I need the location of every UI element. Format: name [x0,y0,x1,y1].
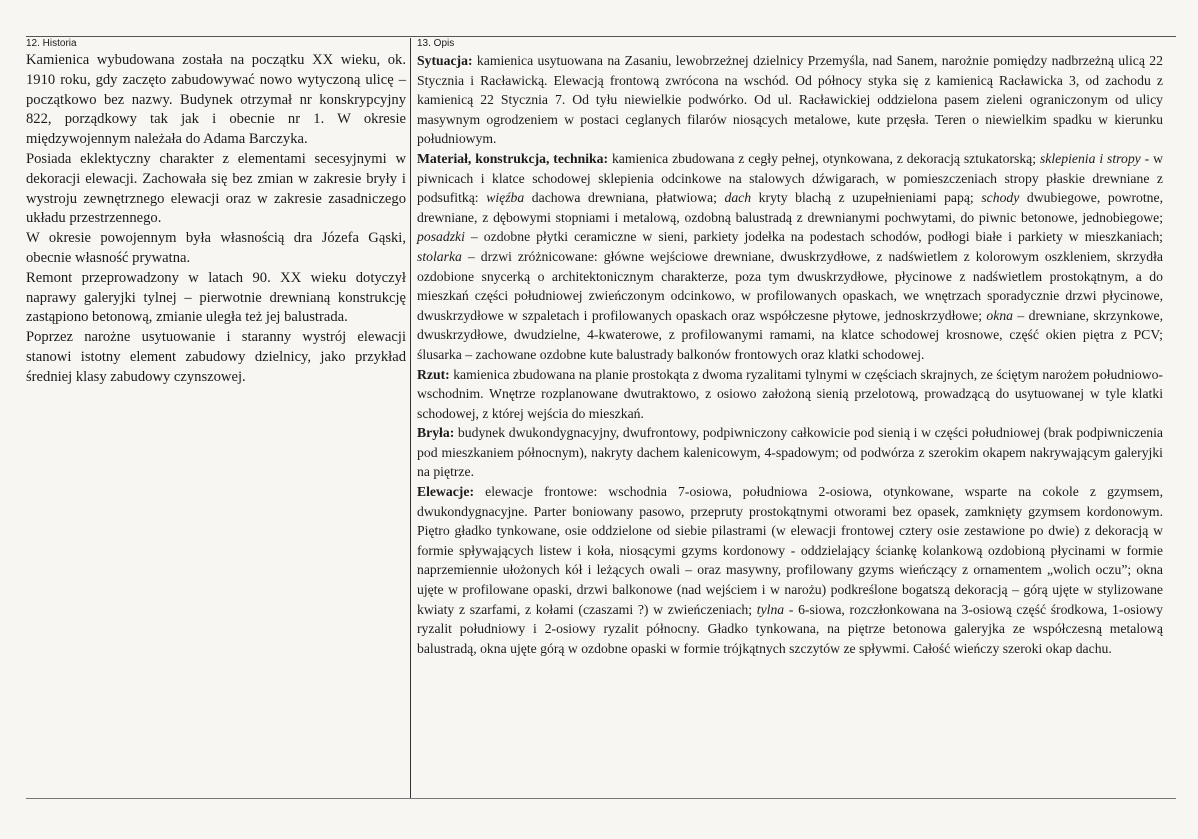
material-text: – drzwi zróżnicowane: główne wejściowe drewniane, dwuskrzydłowe, z nadświetlem z kolorowym oszkleniem, skrzydła ozdobione snycerką o architektonicznym charakterze, poza tym dwuskrzydłowe, płycinowe z nadświetlem prostokątnym, a do mieszkań części południowej zwieńczonym odcinkowo, w profilowanych opaskach, we wnętrzach sporadycznie drzwi płycinowe, dwuskrzydłowe w szpaletach i profilowanych opaskach oraz współczesne płytowe, jednoskrzydłowe; [417,248,1163,323]
opis-column [417,38,1163,658]
material-label: Materiał, konstrukcja, technika: [417,150,609,166]
bryla-paragraph [417,423,1163,482]
elewacje-term: tylna [756,601,785,617]
material-text: dwubiegowe, powrotne, drewniane, z dębowymi stopniami i metalową, ozdobną balustradą z drewnianymi pochwytami, do piwnic betonowe, jednobiegowe; [417,190,1164,225]
rzut-text: kamienica zbudowana na planie prostokąta z dwoma ryzalitami tylnymi w częściach skrajnych, ze ściętym narożem południowo-wschodnim. Wnętrze rozplanowane dwutraktowo, z osiowo założoną sienią przelotową, prowadzącą do usytuowanej w tyle klatki schodowej, z której wejścia do mieszkań. [417,366,1163,421]
historia-paragraph: W okresie powojennym była własnością dra Józefa Gąski, obecnie własność prywatna. [26,230,406,266]
material-text: - w piwnicach i klatce schodowej sklepienia odcinkowe na stalowych dźwigarach, w pomieszczeniach stropy płaskie drewniane z podsufitką: [417,150,1163,206]
material-term: posadzki [417,229,465,245]
material-term: sklepienia i stropy [1039,150,1141,166]
material-text: dachowa drewniana, płatwiowa; [524,190,725,206]
historia-heading: 12. Historia [26,38,77,49]
historia-column [26,38,406,388]
material-term: stolarka [417,248,462,264]
bryla-text: budynek dwukondygnacyjny, dwufrontowy, podpiwniczony całkowicie pod sienią i w części południowej (brak podpiwniczenia pod mieszkaniem północnym), nakryty dachem kalenicowym, 4-spadowym; od podwórza z szerokim okapem nakrywającym galeryjki na piętrze. [417,425,1163,480]
material-paragraph [417,149,1163,365]
sytuacja-label: Sytuacja: [417,53,473,68]
historia-paragraph: Posiada eklektyczny charakter z elementami secesyjnymi w dekoracji elewacji. Zachowała się bez zmian w zakresie bryły i wystroju zewnętrznego elewacji oraz w zakresie zasadniczego układu przestrzennego. [26,150,406,227]
opis-heading: 13. Opis [417,38,455,49]
material-term: dach [724,190,752,206]
elewacje-paragraph [417,482,1163,658]
elewacje-label: Elewacje: [417,484,475,500]
historia-paragraph: Remont przeprowadzony w latach 90. XX wieku dotyczył naprawy galeryjki tylnej – pierwotnie drewnianą konstrukcję zastąpiono betonową, zmianie uległa też jej balustrada. [26,269,406,326]
bottom-rule [26,798,1176,799]
material-text: kamienica zbudowana z cegły pełnej, otynkowana, z dekoracją sztukatorską; [608,150,1040,166]
bryla-label: Bryła: [417,425,455,441]
historia-paragraph: Poprzez narożne usytuowanie i staranny wystrój elewacji stanowi istotny element zabudowy dzielnicy, jako przykład średniej klasy zabudowy czynszowej. [26,329,406,385]
material-term: schody [981,190,1020,206]
column-divider [410,38,411,798]
historia-paragraph: Kamienica wybudowana została na początku XX wieku, ok. 1910 roku, gdy zaczęto zabudowywać nowo wytyczoną ulicę – początkowo bez nazwy. Budynek otrzymał nr konskrypcyjny 822, porządkowy tak jak i obecnie nr 1. W okresie międzywojennym należała do Adama Barczyka. [26,52,406,148]
elewacje-text: - 6-siowa, rozczłonkowana na 3-osiową część środkowa, 1-osiowy ryzalit południowy i 2-osiowy ryzalit północny. Gładko tynkowana, na piętrze betonowa galeryjka ze współczesną metalową balustradą, okna ujęte górą w ozdobne opaski w formie trójkątnych szczytów ze spływmi. Całość wieńczy szeroki okap dachu. [417,601,1163,656]
elewacje-text: elewacje frontowe: wschodnia 7-osiowa, południowa 2-osiowa, otynkowane, wsparte na cokole z gzymsem, dwukondygnacyjne. Parter boniowany pasowo, przepruty prostokątnymi otworami bez opasek, zamknięty gzymsem kordonowym. Piętro gładko tynkowane, osie oddzielone od siebie pilastrami (w elewacji frontowej cztery osie zestawione po dwie) z dekoracją w formie spływających listew i koła, niosącymi gzyms kordonowy - oddzielający ściankę kolankową ozdobioną płycinami w formie naprzemiennie ułożonych kół i leżących owali – oraz masywny, profilowany gzyms wieńczący z ornamentem „wolich oczu”; okna ujęte w profilowane opaski, drzwi balkonowe (nad wejściem i w narożu) podkreślone bogatszą dekoracją – górą ujęte w stylizowane kwiaty z szarfami, z kołami (czaszami ?) w zwieńczeniach; [417,484,1163,617]
top-rule [26,36,1176,37]
rzut-label: Rzut: [417,366,450,382]
sytuacja-text: kamienica usytuowana na Zasaniu, lewobrzeżnej dzielnicy Przemyśla, nad Sanem, narożnie pomiędzy nadbrzeżną ulicą 22 Stycznia i Racławicką. Elewacją frontową zwrócona na wschód. Od północy styka się z kamienicą Racławicka 3, od zachodu z kamienicą 22 Stycznia 7. Od tyłu niewielkie podwórko. Od ul. Racławickiej oddzielona pasem zieleni ograniczonym od ulicy masywnym ogrodzeniem w postaci ceglanych filarów niosących metalowe, kute przęsła. Teren o niewielkim spadku w kierunku południowym. [417,53,1163,147]
sytuacja-paragraph [417,51,1163,149]
material-text: kryty blachą z uzupełnieniami papą; [751,190,982,206]
rzut-paragraph [417,365,1163,424]
material-text: – drewniane, skrzynkowe, dwuskrzydłowe, dwudzielne, 4-kwaterowe, z profilowanymi ramami, na klatce schodowej krosnowe, część okien piętra z PCV; ślusarka – zachowane ozdobne kute balustrady balkonów frontowych oraz klatki schodowej. [417,307,1163,362]
material-text: – ozdobne płytki ceramiczne w sieni, parkiety jodełka na podestach schodów, podłogi białe i parkiety w mieszkaniach; [464,229,1163,245]
material-term: okna [986,307,1014,323]
material-term: więźba [486,190,525,206]
